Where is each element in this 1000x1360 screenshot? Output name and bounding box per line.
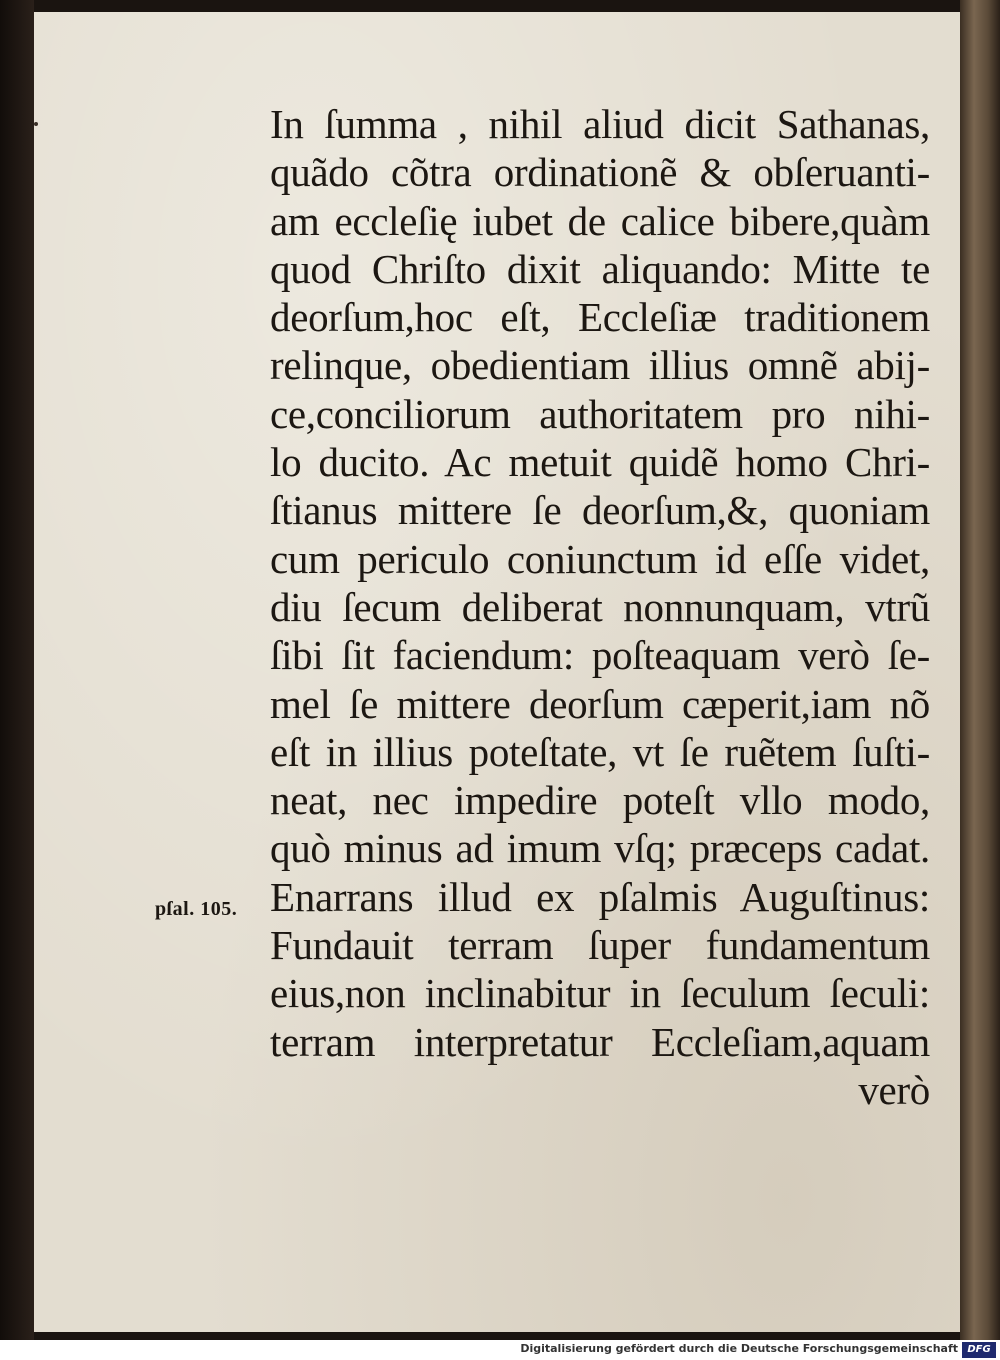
text-line: Fundauit terram ſuper fundamentum bbox=[270, 922, 930, 969]
catchword: verò bbox=[858, 1066, 930, 1113]
text-line: eſt in illius poteſtate, vt ſe ruẽtem ſuſti- bbox=[270, 728, 930, 775]
text-line: lo ducito. Ac metuit quidẽ homo Chri- bbox=[270, 439, 930, 486]
binding-shadow bbox=[0, 0, 34, 1340]
digitization-footer bbox=[0, 1340, 1000, 1360]
text-line: terram interpretatur Eccleſiam,aquam bbox=[270, 1018, 930, 1065]
text-line: ce,conciliorum authoritatem pro nihi- bbox=[270, 390, 930, 437]
text-line: In ſumma , nihil aliud dicit Sathanas, bbox=[270, 101, 930, 147]
text-line: neat, nec impedire poteſt vllo modo, bbox=[270, 777, 930, 824]
body-text bbox=[270, 100, 930, 1114]
text-line: eius,non inclinabitur in ſeculum ſeculi: bbox=[270, 970, 930, 1017]
ink-speck bbox=[34, 122, 38, 126]
text-line: quod Chriſto dixit aliquando: Mitte te bbox=[270, 245, 930, 292]
text-line: mel ſe mittere deorſum cæperit,iam nõ bbox=[270, 680, 930, 727]
text-line: relinque, obedientiam illius omnẽ abij- bbox=[270, 342, 930, 389]
text-line: am eccleſię iubet de calice bibere,quàm bbox=[270, 197, 930, 244]
text-line: cum periculo coniunctum id eſſe videt, bbox=[270, 535, 930, 582]
margin-note: pſal. 105. bbox=[155, 898, 238, 920]
text-line: Enarrans illud ex pſalmis Auguſtinus: bbox=[270, 873, 930, 920]
text-line: diu ſecum deliberat nonnunquam, vtrũ bbox=[270, 583, 930, 630]
text-line: quãdo cõtra ordinationẽ & obſeruanti- bbox=[270, 149, 930, 196]
footer-credit: Digitalisierung gefördert durch die Deutsche Forschungsgemeinschaft bbox=[520, 1342, 958, 1355]
page-edge bbox=[960, 0, 1000, 1340]
dfg-logo: DFG bbox=[962, 1342, 996, 1358]
text-line: quò minus ad imum vſq; præceps cadat. bbox=[270, 825, 930, 872]
text-line: ſtianus mittere ſe deorſum,&, quoniam bbox=[270, 487, 930, 534]
text-line: deorſum,hoc eſt, Eccleſiæ traditionem bbox=[270, 294, 930, 341]
text-line: ſibi ſit faciendum: poſteaquam verò ſe- bbox=[270, 632, 930, 679]
